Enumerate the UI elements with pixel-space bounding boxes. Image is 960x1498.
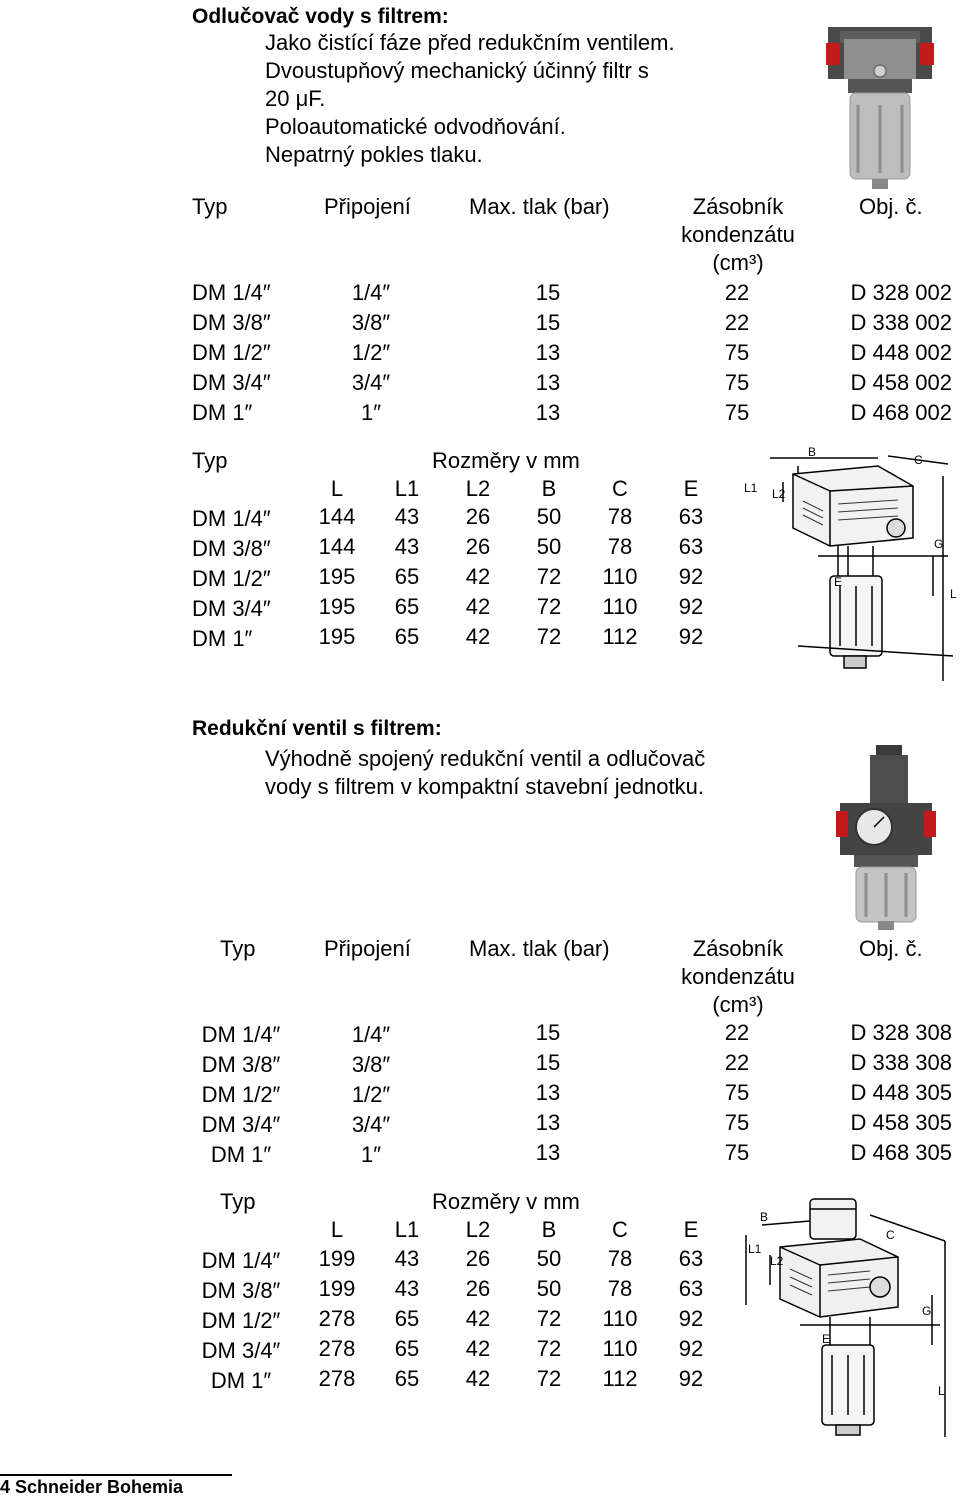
description-line: vody s filtrem v kompaktní stavební jednotku. (265, 774, 704, 799)
table-cell-zasobnik: 75 (724, 1080, 750, 1105)
dim-cell: 278 (318, 1336, 356, 1361)
dim-cell: 26 (465, 534, 491, 559)
dim-header-title: Rozměry v mm (432, 448, 580, 473)
dim-col-header: E (683, 476, 699, 501)
drawing-label: B (808, 445, 817, 459)
dim-cell: 144 (318, 534, 356, 559)
dim-cell: 92 (678, 624, 704, 649)
col-header-pripojeni: Připojení (324, 936, 411, 961)
table-cell-obj: D 338 002 (850, 310, 952, 335)
dim-header-typ: Typ (192, 448, 228, 473)
dim-cell: 78 (607, 504, 633, 529)
table-cell-obj: D 328 002 (850, 280, 952, 305)
drawing-label: L (950, 587, 957, 601)
dim-col-header: L1 (394, 476, 420, 501)
table-cell-tlak: 13 (535, 1080, 561, 1105)
dim-cell-typ: DM 1/2″ (192, 566, 271, 591)
filter-dimension-drawing (738, 446, 958, 686)
drawing-label: L2 (772, 487, 786, 501)
drawing-label: C (914, 453, 923, 467)
col-header-zasobnik: kondenzátu (681, 222, 795, 247)
dim-cell: 195 (318, 594, 356, 619)
table-cell-typ: DM 3/8″ (192, 310, 271, 335)
table-cell-obj: D 328 308 (850, 1020, 952, 1045)
dim-cell: 26 (465, 1276, 491, 1301)
col-header-zasobnik: Zásobník (692, 194, 784, 219)
dim-cell: 72 (536, 1366, 562, 1391)
table-cell-pripojeni: 1″ (360, 1142, 382, 1167)
table-cell-pripojeni: 1/4″ (351, 280, 391, 305)
dim-cell: 65 (394, 624, 420, 649)
drawing-label: G (922, 1304, 932, 1318)
table-cell-typ: DM 1/2″ (192, 340, 271, 365)
dim-col-header: B (541, 476, 557, 501)
dim-cell: 78 (607, 1246, 633, 1271)
dim-cell: 199 (318, 1246, 356, 1271)
dim-cell-typ: DM 1″ (192, 626, 253, 651)
dim-cell: 92 (678, 1336, 704, 1361)
table-cell-tlak: 15 (535, 280, 561, 305)
table-cell-typ: DM 3/8″ (201, 1052, 281, 1077)
table-cell-typ: DM 1/4″ (192, 280, 271, 305)
table-cell-zasobnik: 75 (724, 1110, 750, 1135)
col-header-zasobnik: kondenzátu (681, 964, 795, 989)
drawing-label: L2 (770, 1254, 784, 1268)
col-header-zasobnik: (cm³) (712, 250, 764, 275)
table-cell-obj: D 338 308 (850, 1050, 952, 1075)
table-cell-pripojeni: 1/2″ (351, 340, 391, 365)
description-line: Jako čistící fáze před redukčním ventilem. (265, 30, 675, 55)
table-cell-zasobnik: 75 (724, 340, 750, 365)
drawing-label: E (834, 575, 843, 589)
col-header-obj: Obj. č. (859, 194, 923, 219)
dim-col-header: L (330, 1217, 344, 1242)
dim-cell: 72 (536, 594, 562, 619)
dim-col-header: B (541, 1217, 557, 1242)
dim-cell: 110 (602, 564, 638, 589)
table-cell-typ: DM 3/4″ (192, 370, 271, 395)
drawing-label: L1 (744, 481, 758, 495)
table-cell-pripojeni: 3/8″ (351, 1052, 391, 1077)
table-cell-typ: DM 1″ (192, 400, 253, 425)
regulator-dimension-drawing (740, 1195, 955, 1440)
table-cell-pripojeni: 3/4″ (351, 1112, 391, 1137)
description-line: Výhodně spojený redukční ventil a odlučovač (265, 746, 706, 771)
dim-cell: 112 (602, 1366, 638, 1391)
dim-cell: 63 (678, 504, 704, 529)
dim-cell: 92 (678, 1306, 704, 1331)
col-header-zasobnik: (cm³) (712, 992, 764, 1017)
drawing-label: B (760, 1210, 769, 1224)
table-cell-typ: DM 1″ (210, 1142, 272, 1167)
dim-cell: 50 (536, 504, 562, 529)
col-header-zasobnik: Zásobník (692, 936, 784, 961)
dim-col-header: L1 (394, 1217, 420, 1242)
dim-cell: 110 (602, 594, 638, 619)
dim-header-title: Rozměry v mm (432, 1189, 580, 1214)
dim-col-header: C (612, 1217, 628, 1242)
dim-cell: 65 (394, 594, 420, 619)
dim-col-header: C (612, 476, 628, 501)
col-header-tlak: Max. tlak (bar) (469, 194, 610, 219)
dim-col-header: L2 (465, 1217, 491, 1242)
dim-cell: 72 (536, 1306, 562, 1331)
table-cell-zasobnik: 75 (724, 400, 750, 425)
dim-cell-typ: DM 3/4″ (201, 1338, 281, 1363)
dim-cell: 63 (678, 1246, 704, 1271)
drawing-label: L1 (748, 1242, 762, 1256)
dim-cell: 72 (536, 564, 562, 589)
table-cell-obj: D 458 002 (850, 370, 952, 395)
dim-cell: 110 (602, 1306, 638, 1331)
dim-cell-typ: DM 1/2″ (201, 1308, 281, 1333)
dim-cell: 42 (465, 594, 491, 619)
dim-cell: 195 (318, 564, 356, 589)
table-cell-tlak: 13 (535, 370, 561, 395)
section-heading: Redukční ventil s filtrem: (192, 717, 442, 740)
dim-cell-typ: DM 3/8″ (201, 1278, 281, 1303)
dim-cell: 63 (678, 534, 704, 559)
dim-cell-typ: DM 3/8″ (192, 536, 271, 561)
dim-cell: 92 (678, 1366, 704, 1391)
dim-header-typ: Typ (220, 1189, 256, 1214)
dim-cell-typ: DM 1/4″ (192, 506, 271, 531)
table-cell-tlak: 13 (535, 400, 561, 425)
dim-cell: 72 (536, 1336, 562, 1361)
dim-cell: 50 (536, 534, 562, 559)
dim-cell: 112 (602, 624, 638, 649)
table-cell-obj: D 458 305 (850, 1110, 952, 1135)
regulator-product-image (836, 745, 936, 930)
dim-cell-typ: DM 3/4″ (192, 596, 271, 621)
description-line: Dvoustupňový mechanický účinný filtr s (265, 58, 649, 83)
dim-col-header: L2 (465, 476, 491, 501)
table-cell-zasobnik: 22 (724, 280, 750, 305)
table-cell-zasobnik: 75 (724, 370, 750, 395)
table-cell-pripojeni: 1/2″ (351, 1082, 391, 1107)
dim-cell: 42 (465, 1366, 491, 1391)
dim-cell: 43 (394, 1246, 420, 1271)
dim-cell: 65 (394, 1366, 420, 1391)
dim-cell: 65 (394, 1306, 420, 1331)
table-cell-tlak: 13 (535, 1140, 561, 1165)
col-header-tlak: Max. tlak (bar) (469, 936, 610, 961)
dim-cell: 42 (465, 1336, 491, 1361)
dim-cell: 50 (536, 1246, 562, 1271)
dim-cell: 65 (394, 1336, 420, 1361)
table-cell-typ: DM 1/4″ (201, 1022, 281, 1047)
table-cell-zasobnik: 22 (724, 1050, 750, 1075)
table-cell-tlak: 13 (535, 1110, 561, 1135)
drawing-label: E (822, 1332, 831, 1346)
dim-cell: 42 (465, 1306, 491, 1331)
dim-cell: 92 (678, 564, 704, 589)
description-line: Poloautomatické odvodňování. (265, 114, 566, 139)
dim-cell: 72 (536, 624, 562, 649)
table-cell-tlak: 15 (535, 1020, 561, 1045)
dim-col-header: E (683, 1217, 699, 1242)
drawing-label: C (886, 1228, 895, 1242)
table-cell-zasobnik: 22 (724, 310, 750, 335)
dim-cell: 92 (678, 594, 704, 619)
table-cell-obj: D 448 305 (850, 1080, 952, 1105)
table-cell-tlak: 15 (535, 310, 561, 335)
dim-cell: 63 (678, 1276, 704, 1301)
table-cell-tlak: 15 (535, 1050, 561, 1075)
drawing-label: L (938, 1384, 945, 1398)
table-cell-obj: D 448 002 (850, 340, 952, 365)
table-cell-pripojeni: 3/4″ (351, 370, 391, 395)
drawing-label: G (934, 537, 944, 551)
table-cell-obj: D 468 002 (850, 400, 952, 425)
table-cell-typ: DM 3/4″ (201, 1112, 281, 1137)
table-cell-pripojeni: 3/8″ (351, 310, 391, 335)
dim-cell: 144 (318, 504, 356, 529)
dim-col-header: L (330, 476, 344, 501)
dim-cell: 78 (607, 1276, 633, 1301)
dim-cell: 42 (465, 624, 491, 649)
dim-cell: 43 (394, 534, 420, 559)
dim-cell: 26 (465, 504, 491, 529)
dim-cell: 199 (318, 1276, 356, 1301)
table-cell-pripojeni: 1/4″ (351, 1022, 391, 1047)
dim-cell-typ: DM 1/4″ (201, 1248, 281, 1273)
dim-cell-typ: DM 1″ (210, 1368, 272, 1393)
description-line: Nepatrný pokles tlaku. (265, 142, 483, 167)
dim-cell: 78 (607, 534, 633, 559)
dim-cell: 195 (318, 624, 356, 649)
table-cell-obj: D 468 305 (850, 1140, 952, 1165)
section-heading: Odlučovač vody s filtrem: (192, 5, 449, 28)
col-header-obj: Obj. č. (859, 936, 923, 961)
dim-cell: 43 (394, 504, 420, 529)
description-line: 20 μF. (265, 86, 326, 111)
dim-cell: 110 (602, 1336, 638, 1361)
filter-product-image (826, 25, 934, 190)
dim-cell: 65 (394, 564, 420, 589)
col-header-typ: Typ (192, 194, 228, 219)
table-cell-zasobnik: 75 (724, 1140, 750, 1165)
dim-cell: 278 (318, 1306, 356, 1331)
page-footer: 4 Schneider Bohemia (0, 1477, 184, 1497)
dim-cell: 42 (465, 564, 491, 589)
table-cell-zasobnik: 22 (724, 1020, 750, 1045)
dim-cell: 43 (394, 1276, 420, 1301)
col-header-typ: Typ (220, 936, 256, 961)
table-cell-typ: DM 1/2″ (201, 1082, 281, 1107)
table-cell-tlak: 13 (535, 340, 561, 365)
table-cell-pripojeni: 1″ (360, 400, 382, 425)
col-header-pripojeni: Připojení (324, 194, 411, 219)
dim-cell: 278 (318, 1366, 356, 1391)
dim-cell: 26 (465, 1246, 491, 1271)
dim-cell: 50 (536, 1276, 562, 1301)
